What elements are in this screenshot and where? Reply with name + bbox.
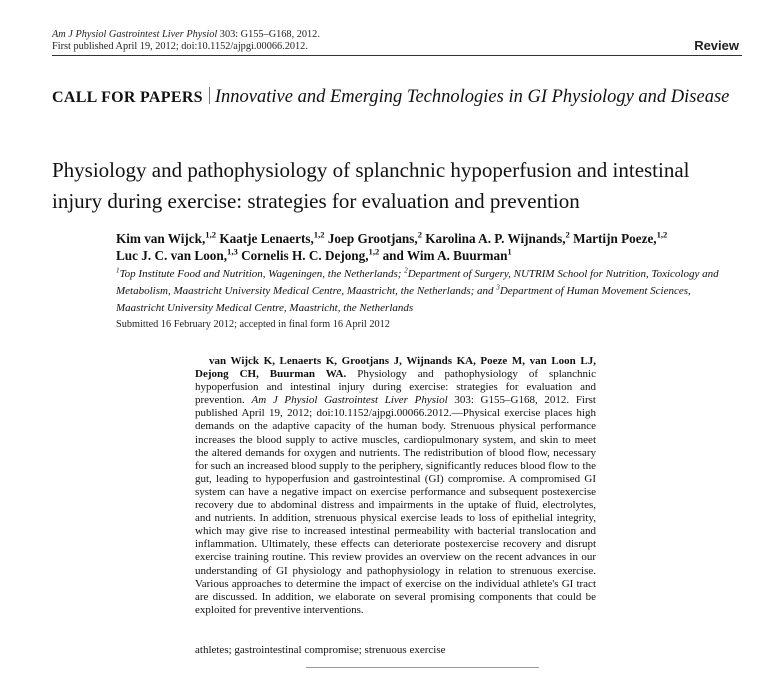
journal-header: [52, 29, 320, 53]
keywords: athletes; gastrointestinal compromise; strenuous exercise: [195, 644, 446, 656]
author: Luc J. C. van Loon,$^{1,3}$: [116, 246, 238, 263]
citation-title: Physiology and pathophysiology of splanchnic hypoperfusion and intestinal injury during exercise: strategies for evaluation and prevention.: [195, 368, 596, 407]
call-for-papers-title: Innovative and Emerging Technologies in GI Physiology and Disease: [214, 87, 730, 107]
citation-authors: van Wijck K, Lenaerts K, Grootjans J, Wijnands KA, Poeze M, van Loon LJ, Dejong CH, Buurman WA.: [195, 355, 596, 381]
submission-dates: Submitted 16 February 2012; accepted in final form 16 April 2012: [116, 319, 390, 330]
affiliation-number: 1: [116, 266, 120, 275]
author-list: [116, 230, 716, 264]
author: Joep Grootjans,$^2$: [327, 229, 422, 246]
call-for-papers-heading: [52, 83, 732, 112]
article-type-badge: Review: [694, 38, 739, 53]
affiliations: [116, 266, 726, 317]
author: Martijn Poeze,$^{1,2}$: [573, 229, 668, 246]
publication-info: First published April 19, 2012; doi:10.1152/ajpgi.00066.2012.: [52, 41, 308, 52]
citation-details: 303: G155–G168, 2012. First published April 19, 2012; doi:10.1152/ajpgi.00066.2012.—: [195, 394, 596, 420]
author: Cornelis H. C. Dejong,$^{1,2}$: [241, 246, 380, 263]
affiliation-number: 2: [404, 266, 408, 275]
call-for-papers-label: CALL FOR PAPERS: [52, 89, 203, 106]
citation-journal: Am J Physiol Gastrointest Liver Physiol: [251, 394, 448, 407]
journal-reference: Am J Physiol Gastrointest Liver Physiol: [52, 29, 218, 40]
author: Kim van Wijck,$^{1,2}$: [116, 229, 217, 246]
affiliation: Department of Surgery, NUTRIM School for Nutrition, Toxicology and Metabolism, Maastricht University Medical Centre, Maastricht, the Netherlands; and: [116, 268, 719, 297]
abstract-end-divider: [306, 667, 539, 668]
author: and Wim A. Buurman$^1$: [382, 246, 512, 263]
affiliation: Department of Human Movement Sciences, Maastricht University Medical Centre, Maastricht, the Netherlands: [116, 285, 691, 314]
abstract-body: Physical exercise places high demands on the adaptive capacity of the human body. Strenuous physical performance increases the blood supply to active muscles, cardiopulmonary system, and skin to meet the altered demands for oxygen and nutrients. The redistribution of blood flow, necessary for such an increased blood supply to the periphery, significantly reduces blood flow to the gut, leading to hypoperfusion and gastrointestinal (GI) compromise. A compromised GI system can have a negative impact on exercise performance and subsequent postexercise recovery due to abdominal distress and impairments in the uptake of fluid, electrolytes, and nutrients. In addition, strenuous physical exercise leads to loss of epithelial integrity, which may give rise to increased intestinal permeability with bacterial translocation and inflammation. Ultimately, these effects can deteriorate postexercise recovery and disrupt exercise training routine. This review provides an overview on the recent advances in our understanding of GI physiology and pathophysiology in relation to strenuous exercise. Various approaches to determine the impact of exercise on the individual athlete's GI tract are discussed. In addition, we elaborate on several promising components that could be exploited for preventive interventions.: [195, 407, 596, 616]
affiliation: Top Institute Food and Nutrition, Wageningen, the Netherlands;: [119, 268, 405, 280]
journal-volume: 303: G155–G168, 2012.: [217, 29, 320, 40]
heading-separator: [209, 87, 210, 104]
author: Karolina A. P. Wijnands,$^2$: [425, 229, 570, 246]
affiliation-number: 3: [496, 283, 500, 292]
abstract: [195, 355, 596, 617]
header-divider: [52, 55, 742, 56]
article-title: Physiology and pathophysiology of splanchnic hypoperfusion and intestinal injury during exercise: strategies for evaluation and prevention: [52, 158, 690, 213]
author: Kaatje Lenaerts,$^{1,2}$: [219, 229, 325, 246]
